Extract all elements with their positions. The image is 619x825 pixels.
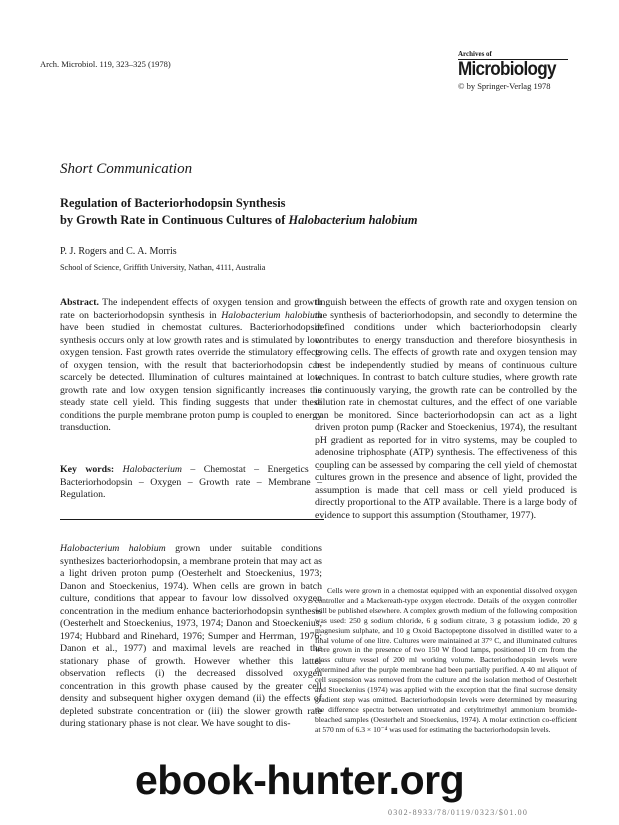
authors: P. J. Rogers and C. A. Morris [60, 246, 177, 257]
abstract-species: Halobacterium halobium [221, 309, 322, 321]
section-heading: Short Communication [60, 161, 193, 177]
abstract-label: Abstract. [60, 297, 99, 308]
title-line-2-prefix: by Growth Rate in Continuous Cultures of [60, 213, 289, 227]
intro-species: Halobacterium halobium [60, 543, 166, 554]
abstract-text-pre: The independent effects of oxygen tension and growth rate on bacteriorhodopsin synthesis in [60, 297, 322, 321]
right-text: tinguish between the effects of growth rate and oxygen tension on the synthesis of bacteriorhodopsin, and secondly to determine the defined conditions under which bacteriorhodopsin clearly contributes to energy transduction and therefore biosynthesis in growing cells. The effects of growth rate and oxygen tension may best be independently studied by means of continuous culture techniques. In contrast to batch culture studies, where growth rate is continuously varying, the growth rate can be controlled by the dilution rate in chemostat cultures, and the effect of one variable can be monitored. Since bacteriorhodopsin can act as a light driven proton pump (Racker and Stoeckenius, 1974), the resultant pH gradient as reported for in vitro systems, may be coupled to adenosine triphosphate (ATP) synthesis. The effectiveness of this coupling can be assessed by comparing the cell yield of chemostat cultures grown in the presence and absence of light, provided the assumption is made that cell mass or cell yield produced is directly proportional to the ATP available. There is a large body of evidence to support this assumption (Stouthamer, 1977). [315, 297, 577, 521]
journal-name: Microbiology [458, 59, 556, 80]
keywords [60, 464, 322, 502]
abstract-text-post: have been studied in chemostat cultures. Bacteriorhodopsin synthesis occurs only at low growth rates and is stimulated by low oxygen tension. Fast growth rates override the stimulatory effects of oxygen tension, with the result that bacteriorhodopsin can scarcely be detected. Illumination of cultures maintained at low growth rate and low oxygen tension significantly increases the steady state cell yield. This finding suggests that under these conditions the purple membrane proton pump is coupled to energy transduction. [60, 322, 322, 433]
divider [60, 519, 324, 520]
citation: Arch. Microbiol. 119, 323–325 (1978) [40, 59, 171, 69]
journal-prefix: Archives of [458, 50, 568, 60]
methods-paragraph: Cells were grown in a chemostat equipped with an exponential dissolved oxygen controller and a Mackereath-type oxygen electrode. Details of the oxygen controller will be published elsewhere. A complex growth medium of the following composition was used: 250 g sodium chloride, 6 g sodium citrate, 3 g potassium iodide, 20 g magnesium sulphate, and 10 g Oxoid Bactopeptone dissolved in distilled water to a final volume of one litre. Cultures were maintained at 37° C, and illuminated cultures were grown in the presence of two 150 W flood lamps, positioned 10 cm from the glass culture vessel of 200 ml working volume. Bacteriorhodopsin levels were determined after the purple membrane had been partially purified. A 40 ml aliquot of cell suspension was removed from the culture and the isolation method of Oesterhelt and Stoeckenius (1974) was applied with the exception that the final sucrose density gradient step was omitted. Bacteriorhodopsin levels were determined by measuring the difference spectra between untreated and cetyltrimethyl ammonium bromide-bleached samples (Oesterhelt and Stoeckenius, 1974). A molar extinction co-efficient at 570 nm of 6.3 × 10⁻⁴ was used for estimating the bacteriorhodopsin levels. [315, 586, 577, 734]
article-code: 0302-8933/78/0119/0323/$01.00 [388, 808, 529, 817]
watermark: ebook-hunter.org [135, 757, 465, 803]
keywords-rest: – Chemostat – Energetics – Bacteriorhodopsin – Oxygen – Growth rate – Membrane – Regulation. [60, 464, 323, 500]
body-right-column [315, 297, 577, 522]
abstract [60, 297, 322, 435]
article-title [60, 195, 418, 229]
intro-text: grown under suitable conditions synthesizes bacteriorhodopsin, a membrane protein that may act as a light driven proton pump (Oesterhelt and Stoeckenius, 1973; Danon and Stoeckenius, 1974). When cells are grown in batch culture, conditions that appear to favour low dissolved oxygen concentration in the medium enhance bacteriorhodopsin synthesis (Oesterhelt and Stoeckenius, 1973, 1974; Danon and Stoeckenius, 1974; Hubbard and Rinehard, 1976; Sumper and Herrman, 1976; Danon et al., 1977) and maximal levels are reached in the stationary phase of growth. However whether this latter observation reflects (i) the decreased dissolved oxygen concentration in this growth phase caused by the greater cell density and subsequent higher oxygen demand (ii) the effects of depleted substrate concentration or (iii) the slower growth rate during stationary phase is not clear. We have sought to dis- [60, 543, 322, 729]
journal-logo [458, 50, 578, 91]
title-line-2 [60, 212, 418, 229]
keyword-first: Halobacterium [122, 464, 182, 475]
body-left-column [60, 543, 322, 731]
title-line-1: Regulation of Bacteriorhodopsin Synthesis [60, 196, 286, 210]
publisher-copyright: © by Springer-Verlag 1978 [458, 81, 551, 91]
keywords-label: Key words: [60, 464, 115, 475]
title-species: Halobacterium halobium [288, 213, 418, 227]
affiliation: School of Science, Griffith University, Nathan, 4111, Australia [60, 263, 266, 272]
